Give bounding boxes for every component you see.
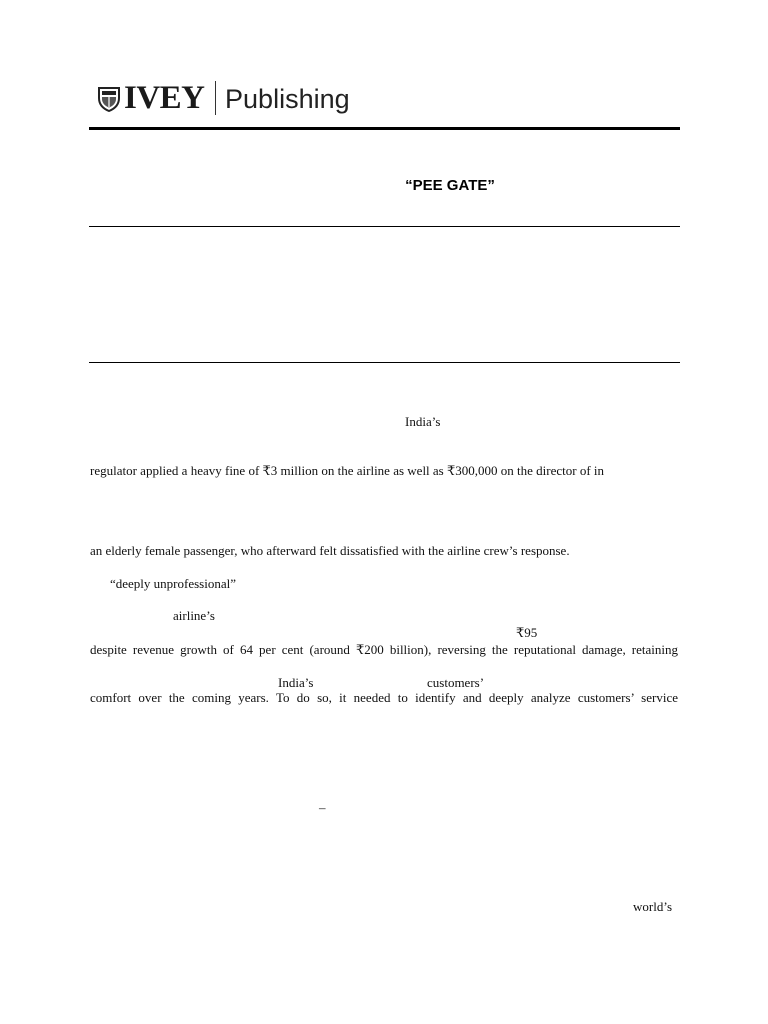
text-fragment-worlds: world’s xyxy=(633,899,672,914)
shield-crest-icon xyxy=(98,86,120,112)
text-line-regulator-fine: regulator applied a heavy fine of ₹3 million on the airline as well as ₹300,000 on the director of in xyxy=(90,463,605,478)
text-fragment-indias-2: India’s xyxy=(278,675,314,690)
text-fragment-95: ₹95 xyxy=(516,625,538,640)
logo-divider xyxy=(215,81,217,115)
title-rule-top xyxy=(89,226,680,227)
title-rule-bottom xyxy=(89,362,680,363)
text-line-revenue-growth: despite revenue growth of 64 per cent (around ₹200 billion), reversing the reputational damage, retaining xyxy=(90,642,678,657)
text-line-comfort: comfort over the coming years. To do so, it needed to identify and deeply analyze customers’ service xyxy=(90,690,678,705)
ivey-publishing-logo xyxy=(98,78,350,118)
text-fragment-airlines: airline’s xyxy=(173,608,215,623)
text-fragment-indias: India’s xyxy=(405,414,441,429)
text-fragment-customers: customers’ xyxy=(427,675,485,690)
text-line-elderly-passenger: an elderly female passenger, who afterward felt dissatisfied with the airline crew’s response. xyxy=(90,543,570,558)
text-fragment-quote: “deeply unprofessional” xyxy=(110,576,236,591)
brand-name: IVEY xyxy=(124,79,205,116)
case-title: “PEE GATE” xyxy=(405,177,495,194)
header-rule xyxy=(89,127,680,130)
publisher-name: Publishing xyxy=(225,83,350,114)
text-fragment-dash: – xyxy=(319,800,326,815)
